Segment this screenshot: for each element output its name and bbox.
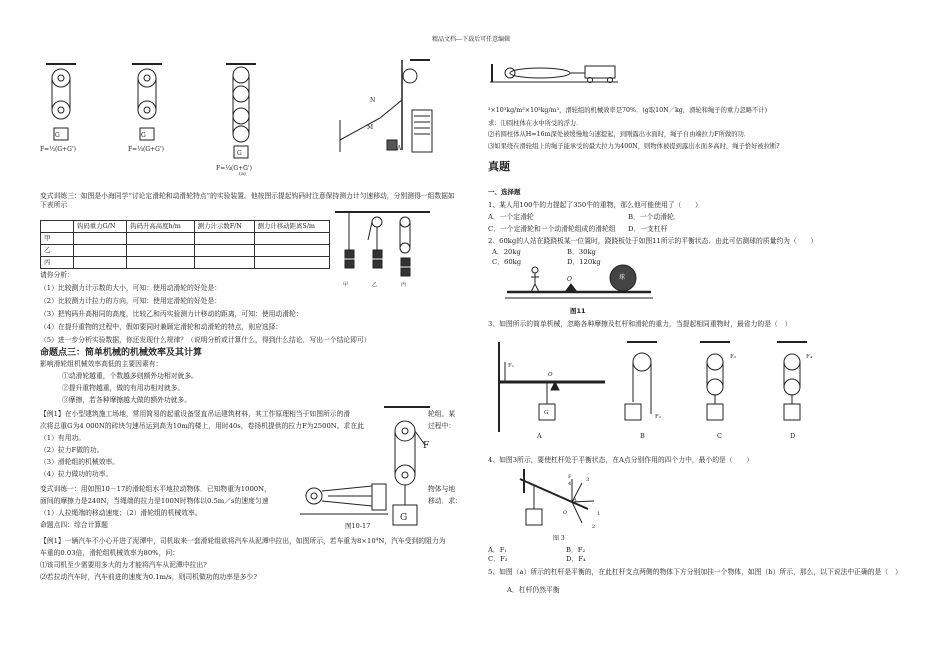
q1-option: B．一个动滑轮． [628, 213, 681, 221]
topic-3-intro: 影响滑轮组机械效率高低的主要因素有： [40, 360, 163, 368]
continued-line: ³×10³kg/m³×10³kg/m³，滑轮组的机械效率是70%．(g取10N／kg，滑轮和绳子的重力忽略不计) [488, 107, 768, 114]
analysis-line: （3）把钩码升高相同的高度，比较乙和丙实验测力计移动的距离，可知：使用动滑轮： [40, 310, 303, 318]
factor-line: ①动滑轮越重，个数越多则额外功相对就多。 [62, 372, 198, 380]
continued-line: ⑶如果绕在滑轮组上的绳子能承受的最大拉力为400N，则物体被提到露出水面多高时，绳子恰好被拉断? [488, 143, 780, 150]
q4-option: C．F₃ [488, 555, 508, 563]
variant-1-side: 移动．求： [428, 497, 462, 505]
formula-2: F=⅓(G+G') [128, 146, 164, 153]
example-1-side: 过程中： [428, 422, 456, 430]
table-header-row [41, 221, 330, 233]
exercise-3-title: 变式训练三：如图是小海同学“讨论定滑轮和动滑轮特点”的实验装置。他按图示提起钩码时注意保持测力计匀速移动，分别测得一组数据如下表所示 [40, 192, 455, 210]
row-label: 丙 [41, 257, 74, 269]
example-1b-line: ⑴该司机至少需要用多大的力才能将汽车从泥潭中拉出? [40, 561, 207, 569]
example-1-line: （4）拉力做功的功率。 [40, 470, 113, 478]
analysis-line: （2）比较测力计拉力的方向，可知：使用定滑轮的好处是： [40, 297, 222, 305]
continued-line: 求：⑴圆柱体在水中所受的浮力． [488, 120, 583, 127]
mc-heading: 一、选择题 [488, 188, 521, 196]
weight-label-g: G [55, 132, 60, 139]
example-1b-line: 车重的0.03倍，滑轮组机械效率为80%，问： [40, 549, 179, 557]
q4-label-1: 1 [597, 511, 601, 517]
table-header-cell: 钩码重力G/N [74, 221, 127, 233]
q3-machines-figure [495, 342, 835, 437]
q2-option: B．30kg [567, 248, 596, 256]
question-2: 2、60kg的人站在跷跷板某一位置时，跷跷板处于如图11所示的平衡状态．由此可估测球的质量约为（ ） [488, 237, 818, 245]
figure-caption-10-17: 图10-17 [345, 522, 371, 530]
figure-11-caption: 图11 [570, 307, 586, 315]
table-header-cell: 测力计移动距离S/m [254, 221, 329, 233]
q3-force-f3: F₃ [730, 354, 737, 360]
topic-3-title: 命题点三：简单机械的机械效率及其计算 [40, 348, 203, 358]
row-label: 乙 [41, 245, 74, 257]
example-1b-line: 【例1】一辆汽车不小心开进了泥潭中，司机取来一套滑轮组欲将汽车从泥潭中拉出，如图所示，若车重为8×10⁴N，汽车受到的阻力为 [40, 537, 446, 545]
q3-label-c: C [717, 432, 722, 440]
analysis-line: （4）在提升重物的过程中，假如要同时兼顾定滑轮和动滑轮的特点，则应选择： [40, 323, 283, 331]
q4-lever-figure [520, 465, 610, 535]
figure-3-caption: 图 3 [553, 535, 565, 542]
question-5: 5、如图（a）所示的杠杆是平衡的，在此杠杆支点两侧的物体下方分别加挂一个物体，如图（b）所示，那么，以下说法中正确的是（ ） [488, 568, 902, 576]
q3-label-d: D [790, 432, 796, 440]
force-label-f: F [423, 441, 430, 451]
variant-1-line: 面间的摩擦力是240N，当绳端的拉力是100N时物体以0.5m／s的速度匀速 [40, 497, 269, 505]
table-row [41, 257, 330, 269]
q2-option: A．20kg [492, 248, 521, 256]
section-title: 真题 [488, 160, 510, 173]
q1-option: A．一个定滑轮 [488, 213, 534, 221]
q3-force-f1: F₁ [508, 363, 515, 369]
table-row [41, 245, 330, 257]
question-3: 3、如图所示的简单机械，忽略各种摩擦及杠杆和滑轮的重力，当提起相同重物时，最省力的是（ ） [488, 320, 792, 328]
q3-label-b: B [640, 432, 645, 440]
example-1b-line: ⑵若拉动汽车时，汽车前进的速度为0.1m/s，则司机做功的功率是多少? [40, 573, 257, 581]
jia-yi-bing-figure [335, 210, 435, 288]
variant-1-line: 变式训练一：用如图10－17的滑轮组水平地拉动物体．已知物重为1000N， [40, 485, 271, 493]
figure-label-bing: 丙 [401, 282, 407, 288]
q4-label-f: F [568, 474, 572, 480]
table-row [41, 233, 330, 245]
factor-line: ②提升重物越重，做的有用功相对就多。 [62, 384, 185, 392]
q4-option: D．F₄ [566, 555, 586, 563]
q4-label-o: O [563, 510, 568, 516]
analysis-heading: 请你分析： [40, 271, 74, 279]
formula-3: F=¼(G+G') [216, 165, 252, 172]
q1-option: D．一支杠杆 [628, 225, 668, 233]
lever-label-a: A [397, 145, 402, 152]
figure-label-jia: 甲 [343, 282, 349, 288]
page-header: 精品文档---下载后可任意编辑 [432, 36, 511, 43]
example-1-line: 【例1】在小型建筑施工场地，常用简易的起重设备竖直吊运建筑材料，其工作原理相当于如图所示的滑 [40, 410, 351, 418]
lever-label-m: M [367, 124, 374, 131]
weight-label-g: G [237, 150, 242, 157]
row-label: 甲 [41, 233, 74, 245]
topic-4-title: 命题点四：综合计算题 [40, 521, 108, 529]
q2-option: C．60kg [492, 258, 522, 266]
figure-label-yi: 乙 [372, 282, 378, 288]
factor-line: ③摩擦，若各种摩擦越大做的额外功就多。 [62, 396, 192, 404]
q4-label-3: 3 [586, 477, 590, 483]
table-header-cell: 钩码升高高度h/m [127, 221, 195, 233]
example-1-line: 次将总重G为4 000N的砖块匀速吊运到高为10m的楼上，用时40s，卷扬机提供的拉力F为2500N。求在此 [40, 422, 364, 430]
weight-label-g: G [141, 132, 146, 139]
q2-option: D．120kg [567, 258, 601, 266]
table-header-cell [41, 221, 74, 233]
q4-label-4: 4 [568, 481, 572, 487]
horizontal-pulley-figure [300, 478, 390, 518]
q4-option: A．F₁ [488, 546, 508, 554]
question-1: 1、某人用100牛的力提起了350牛的重物，那么他可能使用了（ ） [488, 201, 702, 209]
analysis-line: （5）进一步分析实验数据，你还发现什么规律？（说明分析或计算什么，得到什么结论．写出一个结论即可） [40, 336, 371, 344]
q3-label-a: A [537, 432, 542, 440]
q1-option: C．一个定滑轮和一个动滑轮组成的滑轮组 [488, 225, 616, 233]
fulcrum-label-o: O [567, 276, 572, 283]
data-table [40, 220, 330, 269]
question-4: 4、如图3所示，要使杠杆处于平衡状态，在A点分别作用的四个力中，最小的是（ ） [488, 456, 754, 464]
q5-option: A．杠杆仍然平衡 [507, 586, 560, 594]
pulley-figures-row [40, 60, 470, 180]
variant-1-side: 物体与地 [428, 485, 456, 493]
figure-caption-a: (a) [239, 171, 246, 177]
lever-label-n: N [370, 97, 376, 104]
truck-pulley-figure [490, 62, 620, 84]
q4-label-2: 2 [592, 524, 596, 530]
q3-weight-g: G [544, 410, 549, 416]
example-1-line: （1）有用功。 [40, 434, 86, 442]
example-1-line: （3）滑轮组的机械效率。 [40, 458, 120, 466]
variant-1-line: （1）人拉绳端的移动速度；（2）滑轮组的机械效率。 [40, 509, 202, 517]
analysis-line: （1）比较测力计示数的大小，可知：使用动滑轮的好处是： [40, 284, 222, 292]
q4-option: B．F₂ [566, 546, 586, 554]
table-header-cell: 测力计示数F/N [194, 221, 254, 233]
ball-label: 球 [619, 274, 626, 281]
example-1-side: 轮组。某 [428, 410, 456, 418]
weight-label-g: G [400, 513, 408, 523]
q3-force-f2: F₂ [655, 414, 662, 420]
seesaw-figure [505, 262, 655, 304]
continued-line: ⑵若圆柱体从H=16m深处被缓慢地匀速提起，到刚露出水面时，绳子自由端拉力F所做的功． [488, 131, 751, 138]
q3-pivot-o: O [548, 372, 553, 378]
q4-label-a: A [573, 497, 577, 503]
formula-1: F=½(G+G') [40, 146, 76, 153]
q3-force-f4: F₄ [806, 354, 813, 360]
example-1-line: （2）拉力F做的功。 [40, 446, 104, 454]
